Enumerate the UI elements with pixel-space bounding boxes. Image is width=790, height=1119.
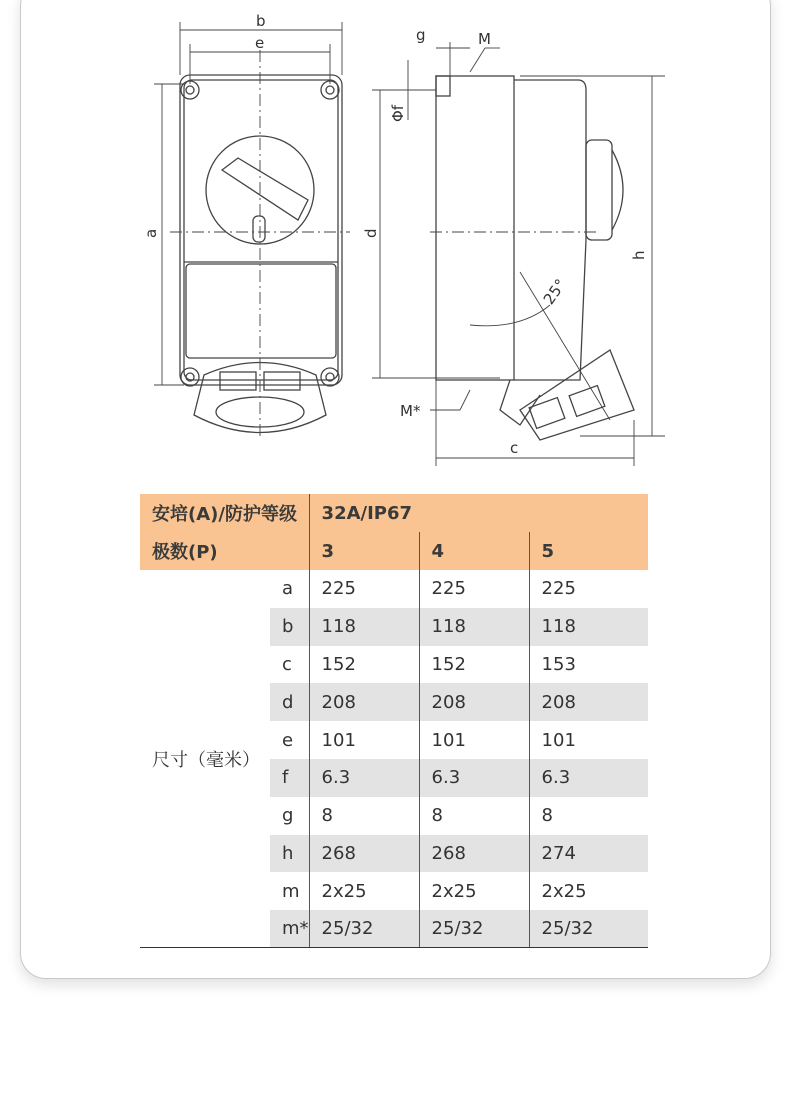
- label-e: e: [255, 34, 265, 52]
- cell-value: 152: [419, 646, 529, 684]
- header-row-rating: [140, 494, 648, 532]
- label-h: h: [630, 250, 648, 260]
- cell-value: 268: [419, 835, 529, 873]
- cell-value: 6.3: [529, 759, 648, 797]
- cell-value: 2x25: [309, 872, 419, 910]
- cell-value: 2x25: [529, 872, 648, 910]
- label-g: g: [416, 26, 426, 44]
- cell-value: 6.3: [309, 759, 419, 797]
- cell-value: 208: [309, 683, 419, 721]
- row-key: b: [270, 608, 309, 646]
- cell-value: 118: [309, 608, 419, 646]
- cell-value: 101: [529, 721, 648, 759]
- label-M-star: M*: [400, 402, 421, 420]
- cell-value: 208: [529, 683, 648, 721]
- cell-value: 101: [309, 721, 419, 759]
- label-a: a: [142, 228, 160, 238]
- cell-value: 153: [529, 646, 648, 684]
- cell-value: 268: [309, 835, 419, 873]
- row-key: d: [270, 683, 309, 721]
- row-key: h: [270, 835, 309, 873]
- poles-label: 极数(P): [140, 532, 309, 570]
- table-row: [140, 570, 648, 608]
- spec-table: [140, 494, 648, 948]
- cell-value: 25/32: [419, 910, 529, 948]
- rating-value: 32A/IP67: [309, 494, 648, 532]
- cell-value: 2x25: [419, 872, 529, 910]
- cell-value: 152: [309, 646, 419, 684]
- cell-value: 101: [419, 721, 529, 759]
- label-d: d: [362, 228, 380, 238]
- row-key: c: [282, 653, 292, 675]
- group-label: 尺寸（毫米）: [140, 570, 270, 948]
- poles-value: 4: [419, 532, 529, 570]
- row-key: f: [270, 759, 309, 797]
- row-key: e: [282, 729, 294, 751]
- cell-value: 25/32: [309, 910, 419, 948]
- label-angle: 25°: [539, 275, 570, 308]
- row-key: m*: [270, 910, 309, 948]
- label-phi-f: Φf: [389, 104, 407, 122]
- cell-value: 25/32: [529, 910, 648, 948]
- cell-value: 6.3: [419, 759, 529, 797]
- row-key: a: [282, 578, 294, 600]
- header-row-poles: [140, 532, 648, 570]
- cell-value: 8: [419, 797, 529, 835]
- label-b: b: [256, 12, 266, 30]
- cell-value: 118: [419, 608, 529, 646]
- dimension-drawing: [140, 0, 670, 470]
- poles-value: 3: [309, 532, 419, 570]
- label-M: M: [478, 30, 491, 48]
- row-key: g: [282, 805, 294, 827]
- cell-value: 225: [529, 570, 648, 608]
- cell-value: 8: [309, 797, 419, 835]
- cell-value: 118: [529, 608, 648, 646]
- rating-label: 安培(A)/防护等级: [140, 494, 309, 532]
- poles-value: 5: [529, 532, 648, 570]
- cell-value: 8: [529, 797, 648, 835]
- cell-value: 225: [309, 570, 419, 608]
- label-c: c: [510, 439, 519, 457]
- cell-value: 208: [419, 683, 529, 721]
- cell-value: 274: [529, 835, 648, 873]
- cell-value: 225: [419, 570, 529, 608]
- row-key: m: [282, 880, 300, 902]
